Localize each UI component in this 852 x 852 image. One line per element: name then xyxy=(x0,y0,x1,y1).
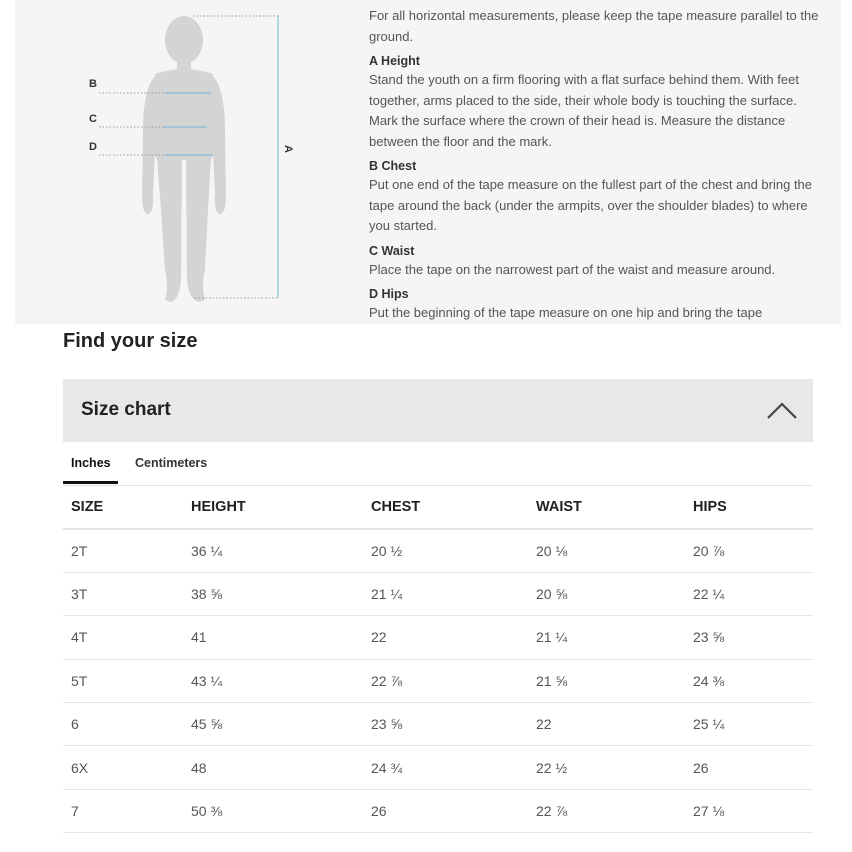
cell-chest: 24 ¾ xyxy=(363,746,528,789)
col-header-size: SIZE xyxy=(63,486,183,529)
cell-hips: 26 xyxy=(685,746,813,789)
label-a: A xyxy=(281,145,294,153)
cell-chest: 20 ½ xyxy=(363,529,528,572)
cell-size: 4T xyxy=(63,616,183,659)
cell-size: 7 xyxy=(63,789,183,832)
cell-size: 6 xyxy=(63,703,183,746)
cell-waist: 21 ⅝ xyxy=(528,659,685,702)
col-header-height: HEIGHT xyxy=(183,486,363,529)
figure-illustration xyxy=(15,0,355,324)
cell-waist: 22 xyxy=(528,703,685,746)
chevron-up-icon xyxy=(765,397,799,423)
unit-tabs xyxy=(63,450,813,486)
cell-height: 38 ⅝ xyxy=(183,572,363,615)
table-row xyxy=(63,789,813,832)
chest-heading: B Chest xyxy=(369,159,417,173)
hips-heading: D Hips xyxy=(369,287,409,301)
height-text: Stand the youth on a firm flooring with a flat surface behind them. With feet together, arms placed to the side, their whole body is touching the surface. Mark the surface where the crown of their head is. Measure the distance between the floor and the mark. xyxy=(369,72,799,149)
cell-hips: 20 ⅞ xyxy=(685,529,813,572)
cell-height: 50 ⅜ xyxy=(183,789,363,832)
cell-hips: 25 ¼ xyxy=(685,703,813,746)
chest-text: Put one end of the tape measure on the fullest part of the chest and bring the tape around the back (under the armpits, over the shoulder blades) to where you started. xyxy=(369,177,813,233)
size-chart-accordion-header[interactable] xyxy=(63,379,813,442)
page-title: Find your size xyxy=(63,330,198,352)
height-heading: A Height xyxy=(369,54,420,68)
cell-chest: 23 ⅝ xyxy=(363,703,528,746)
table-row xyxy=(63,572,813,615)
cell-size: 5T xyxy=(63,659,183,702)
cell-waist: 22 ⅞ xyxy=(528,789,685,832)
cell-hips: 23 ⅝ xyxy=(685,616,813,659)
cell-size: 2T xyxy=(63,529,183,572)
label-c: C xyxy=(89,113,97,125)
cell-chest: 22 ⅞ xyxy=(363,659,528,702)
child-silhouette-icon xyxy=(15,0,355,324)
col-header-chest: CHEST xyxy=(363,486,528,529)
cell-height: 41 xyxy=(183,616,363,659)
cell-height: 43 ¼ xyxy=(183,659,363,702)
measurement-instructions xyxy=(369,6,819,324)
tab-inches[interactable]: Inches xyxy=(71,456,111,470)
cell-hips: 22 ¼ xyxy=(685,572,813,615)
cell-hips: 27 ⅛ xyxy=(685,789,813,832)
table-header-row xyxy=(63,486,813,529)
collapse-button[interactable] xyxy=(765,397,799,423)
active-tab-indicator xyxy=(63,481,118,484)
cell-waist: 20 ⅝ xyxy=(528,572,685,615)
table-row xyxy=(63,529,813,572)
size-chart-title: Size chart xyxy=(81,399,171,420)
cell-chest: 26 xyxy=(363,789,528,832)
tab-centimeters[interactable]: Centimeters xyxy=(135,456,208,470)
cell-height: 36 ¼ xyxy=(183,529,363,572)
cell-size: 6X xyxy=(63,746,183,789)
label-b: B xyxy=(89,78,97,90)
cell-chest: 22 xyxy=(363,616,528,659)
col-header-waist: WAIST xyxy=(528,486,685,529)
cell-hips: 24 ⅜ xyxy=(685,659,813,702)
waist-heading: C Waist xyxy=(369,243,415,258)
size-table xyxy=(63,486,813,833)
intro-text: For all horizontal measurements, please keep the tape measure parallel to the ground. xyxy=(369,8,819,44)
cell-waist: 20 ⅛ xyxy=(528,529,685,572)
cell-height: 48 xyxy=(183,746,363,789)
table-row xyxy=(63,616,813,659)
table-row xyxy=(63,659,813,702)
table-row xyxy=(63,703,813,746)
cell-waist: 21 ¼ xyxy=(528,616,685,659)
waist-text: Place the tape on the narrowest part of the waist and measure around. xyxy=(369,261,776,277)
cell-size: 3T xyxy=(63,572,183,615)
col-header-hips: HIPS xyxy=(685,486,813,529)
cell-height: 45 ⅝ xyxy=(183,703,363,746)
measurement-guide-panel xyxy=(15,0,841,324)
label-d: D xyxy=(89,141,97,153)
cell-chest: 21 ¼ xyxy=(363,572,528,615)
table-row xyxy=(63,746,813,789)
cell-waist: 22 ½ xyxy=(528,746,685,789)
hips-text: Put the beginning of the tape measure on one hip and bring the tape xyxy=(369,305,763,320)
